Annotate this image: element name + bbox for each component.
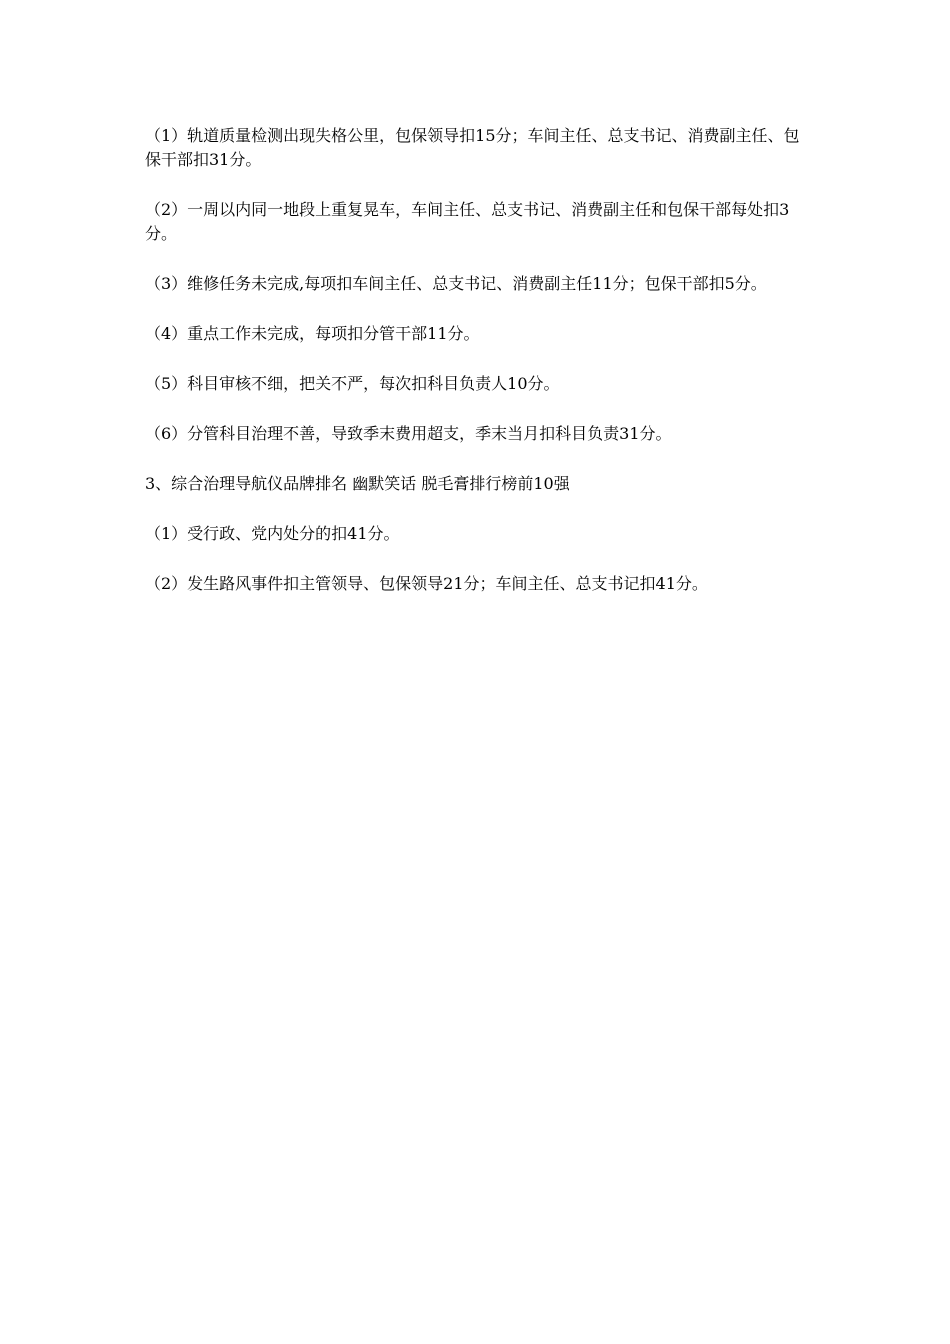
paragraph-2: （2）一周以内同一地段上重复晃车，车间主任、总支书记、消费副主任和包保干部每处扣3分。 (145, 200, 790, 243)
section-heading: 3、综合治理导航仪品牌排名 幽默笑话 脱毛膏排行榜前10强 (145, 474, 570, 493)
paragraph-6: （6）分管科目治理不善，导致季末费用超支，季末当月扣科目负责31分。 (145, 424, 672, 443)
paragraph-7: （1）受行政、党内处分的扣41分。 (145, 524, 400, 543)
paragraph-8: （2）发生路风事件扣主管领导、包保领导21分；车间主任、总支书记扣41分。 (145, 574, 708, 593)
document-body (145, 124, 810, 622)
paragraph-5: （5）科目审核不细，把关不严，每次扣科目负责人10分。 (145, 374, 560, 393)
paragraph-3: （3）维修任务未完成,每项扣车间主任、总支书记、消费副主任11分；包保干部扣5分。 (145, 274, 767, 293)
paragraph-1: （1）轨道质量检测出现失格公里，包保领导扣15分；车间主任、总支书记、消费副主任、包保干部扣31分。 (145, 126, 800, 169)
paragraph-4: （4）重点工作未完成，每项扣分管干部11分。 (145, 324, 480, 343)
